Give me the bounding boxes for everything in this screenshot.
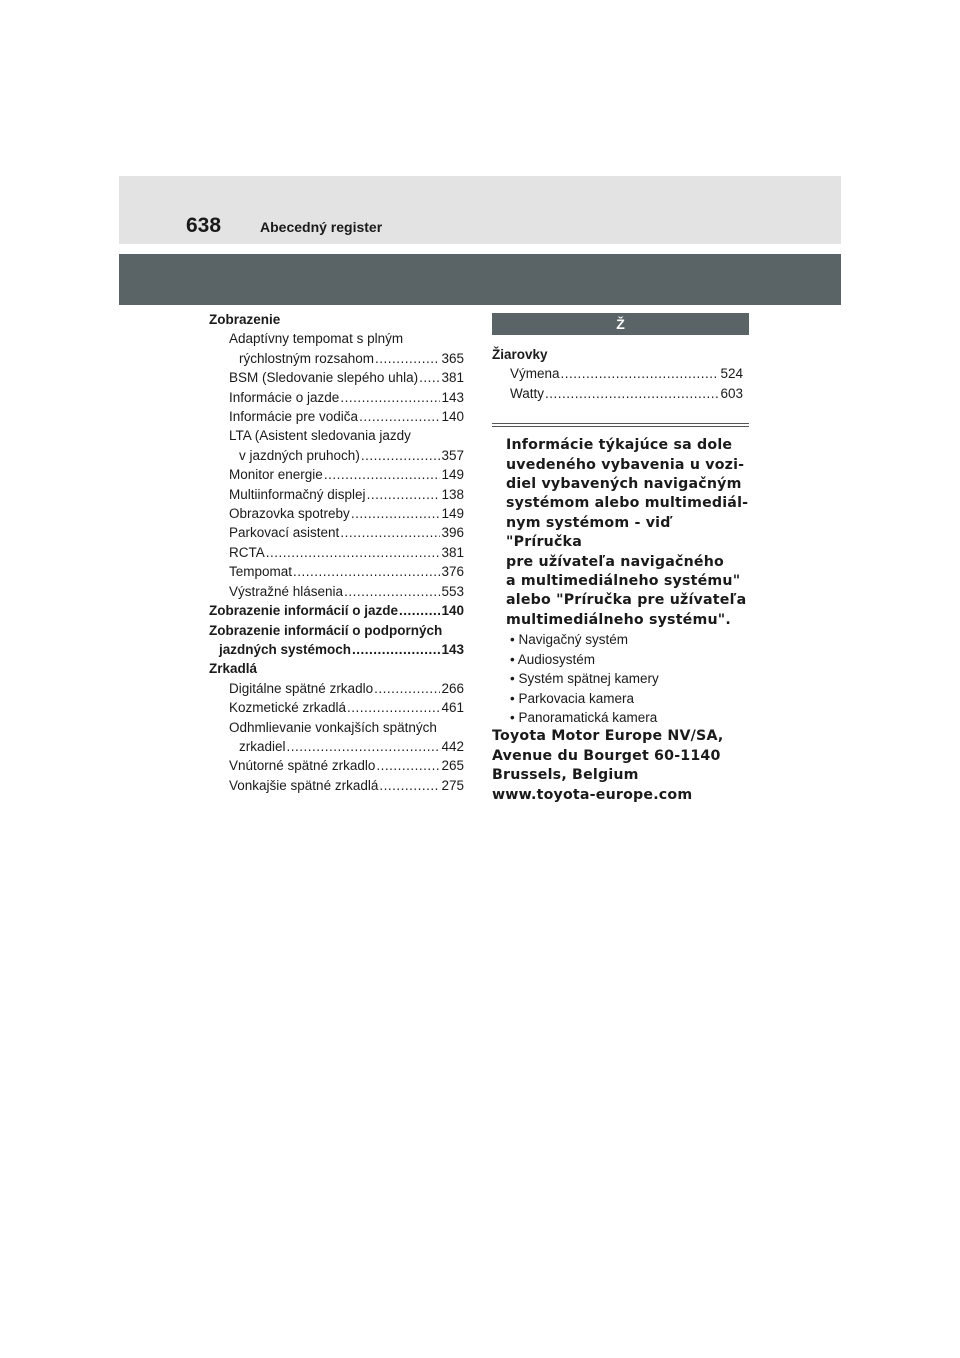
entry-label: Tempomat <box>229 564 293 580</box>
entry-label: Parkovací asistent <box>229 525 340 541</box>
entry-label: Zobrazenie informácií o podporných <box>209 622 443 638</box>
notice-line: diel vybavených navigačným <box>506 476 742 493</box>
index-entry-digitalne[interactable] <box>209 679 464 698</box>
page-ref[interactable]: 442 <box>441 738 464 754</box>
index-entry-info-vodic[interactable] <box>209 407 464 426</box>
index-entry-obrazovka[interactable] <box>209 504 464 523</box>
entry-label: rýchlostným rozsahom <box>239 350 375 366</box>
notice-line: alebo "Príručka pre užívateľa <box>506 592 747 609</box>
manufacturer-address <box>492 727 749 805</box>
page-ref[interactable]: 143 <box>441 641 464 657</box>
header-band <box>119 176 841 244</box>
entry-label: v jazdných pruhoch) <box>239 447 360 463</box>
entry-label: Výstražné hlásenia <box>229 583 344 599</box>
index-entry-vonkajsie[interactable] <box>209 776 464 795</box>
notice-line: pre užívateľa navigačného <box>506 553 724 570</box>
section-divider <box>492 423 749 424</box>
index-entry-kozmeticke[interactable] <box>209 698 464 717</box>
index-heading-zobrazenie: Zobrazenie <box>209 312 281 327</box>
entry-label: Odhmlievanie vonkajších spätných <box>229 719 437 735</box>
entry-label: zrkadiel <box>239 738 286 754</box>
list-item: • Systém spätnej kamery <box>510 671 659 687</box>
page-ref[interactable]: 149 <box>441 467 464 483</box>
index-entry-parkovaci[interactable] <box>209 523 464 542</box>
index-entry-odhmlievanie[interactable] <box>209 718 464 757</box>
page-ref[interactable]: 149 <box>441 506 464 522</box>
page-ref[interactable]: 365 <box>441 350 464 366</box>
address-line: Avenue du Bourget 60-1140 <box>492 747 721 764</box>
page-ref[interactable]: 143 <box>441 389 464 405</box>
notice-line: uvedeného vybavenia u vozi- <box>506 456 745 473</box>
page-ref[interactable]: 265 <box>441 758 464 774</box>
entry-label: RCTA <box>229 544 265 560</box>
page-ref[interactable]: 603 <box>720 385 743 401</box>
index-entry-lta[interactable] <box>209 426 464 465</box>
address-line: Brussels, Belgium <box>492 767 639 784</box>
page-ref[interactable]: 376 <box>441 564 464 580</box>
page-ref[interactable]: 524 <box>720 366 743 382</box>
entry-label: LTA (Asistent sledovania jazdy <box>229 428 411 444</box>
page-ref[interactable]: 381 <box>441 544 464 560</box>
notice-line: systémom alebo multimediál- <box>506 495 749 512</box>
index-entry-watty[interactable] <box>492 384 749 403</box>
page-ref[interactable]: 553 <box>441 583 464 599</box>
entry-label: Informácie pre vodiča <box>229 409 359 425</box>
address-line: Toyota Motor Europe NV/SA, <box>492 728 724 745</box>
entry-label: Obrazovka spotreby <box>229 506 350 522</box>
entry-label: Kozmetické zrkadlá <box>229 700 347 716</box>
entry-label: jazdných systémoch <box>219 641 352 657</box>
entry-label: Digitálne spätné zrkadlo <box>229 680 374 696</box>
letter-section-bar: Ž <box>492 313 749 335</box>
entry-label: Výmena <box>510 366 560 382</box>
index-entry-acc[interactable] <box>209 329 464 368</box>
list-item: • Navigačný systém <box>510 632 629 648</box>
index-heading-ziarovky: Žiarovky <box>492 347 548 362</box>
index-entry-tempomat[interactable] <box>209 562 464 581</box>
page-ref[interactable]: 275 <box>441 777 464 793</box>
index-entry-vystrazne[interactable] <box>209 582 464 601</box>
notice-line: a multimediálneho systému" <box>506 573 741 590</box>
index-entry-rcta[interactable] <box>209 543 464 562</box>
notice-line: Informácie týkajúce sa dole <box>506 437 733 454</box>
index-entry-info-jazda[interactable] <box>209 388 464 407</box>
entry-label: Vnútorné spätné zrkadlo <box>229 758 376 774</box>
left-index-column <box>209 310 464 795</box>
page-ref[interactable]: 140 <box>441 603 464 619</box>
index-entry-vnutorne[interactable] <box>209 756 464 775</box>
list-item: • Panoramatická kamera <box>510 709 658 725</box>
index-entry-multi[interactable] <box>209 485 464 504</box>
entry-label: BSM (Sledovanie slepého uhla) <box>229 370 419 386</box>
entry-label: Zobrazenie informácií o jazde <box>209 603 399 619</box>
page-ref[interactable]: 138 <box>441 486 464 502</box>
page-number: 638 <box>186 214 222 237</box>
right-index-column <box>492 313 749 805</box>
page-ref[interactable]: 461 <box>441 700 464 716</box>
index-entry-zobr-podp[interactable] <box>209 621 464 660</box>
entry-label: Vonkajšie spätné zrkadlá <box>229 777 379 793</box>
index-entry-monitor[interactable] <box>209 465 464 484</box>
notice-line: nym systémom - viď "Príručka <box>506 514 671 551</box>
index-entry-zobr-info[interactable] <box>209 601 464 620</box>
entry-label: Informácie o jazde <box>229 389 340 405</box>
entry-label: Adaptívny tempomat s plným <box>229 331 404 347</box>
website-link[interactable]: www.toyota-europe.com <box>492 786 693 803</box>
list-item: • Audiosystém <box>510 651 596 667</box>
page-ref[interactable]: 381 <box>441 370 464 386</box>
entry-label: Monitor energie <box>229 467 323 483</box>
header-dark-band <box>119 254 841 305</box>
page-ref[interactable]: 266 <box>441 680 464 696</box>
entry-label: Multiinformačný displej <box>229 486 366 502</box>
index-heading-zrkadla: Zrkadlá <box>209 661 258 677</box>
equipment-notice <box>492 436 749 630</box>
list-item: • Parkovacia kamera <box>510 690 635 706</box>
notice-line: multimediálneho systému". <box>506 611 731 628</box>
index-entry-bsm[interactable] <box>209 368 464 387</box>
entry-label: Watty <box>510 385 545 401</box>
page-ref[interactable]: 396 <box>441 525 464 541</box>
page-ref[interactable]: 357 <box>441 447 464 463</box>
page-ref[interactable]: 140 <box>441 409 464 425</box>
section-title: Abecedný register <box>260 219 383 235</box>
index-entry-vymena[interactable] <box>492 364 749 383</box>
equipment-list <box>492 630 749 727</box>
